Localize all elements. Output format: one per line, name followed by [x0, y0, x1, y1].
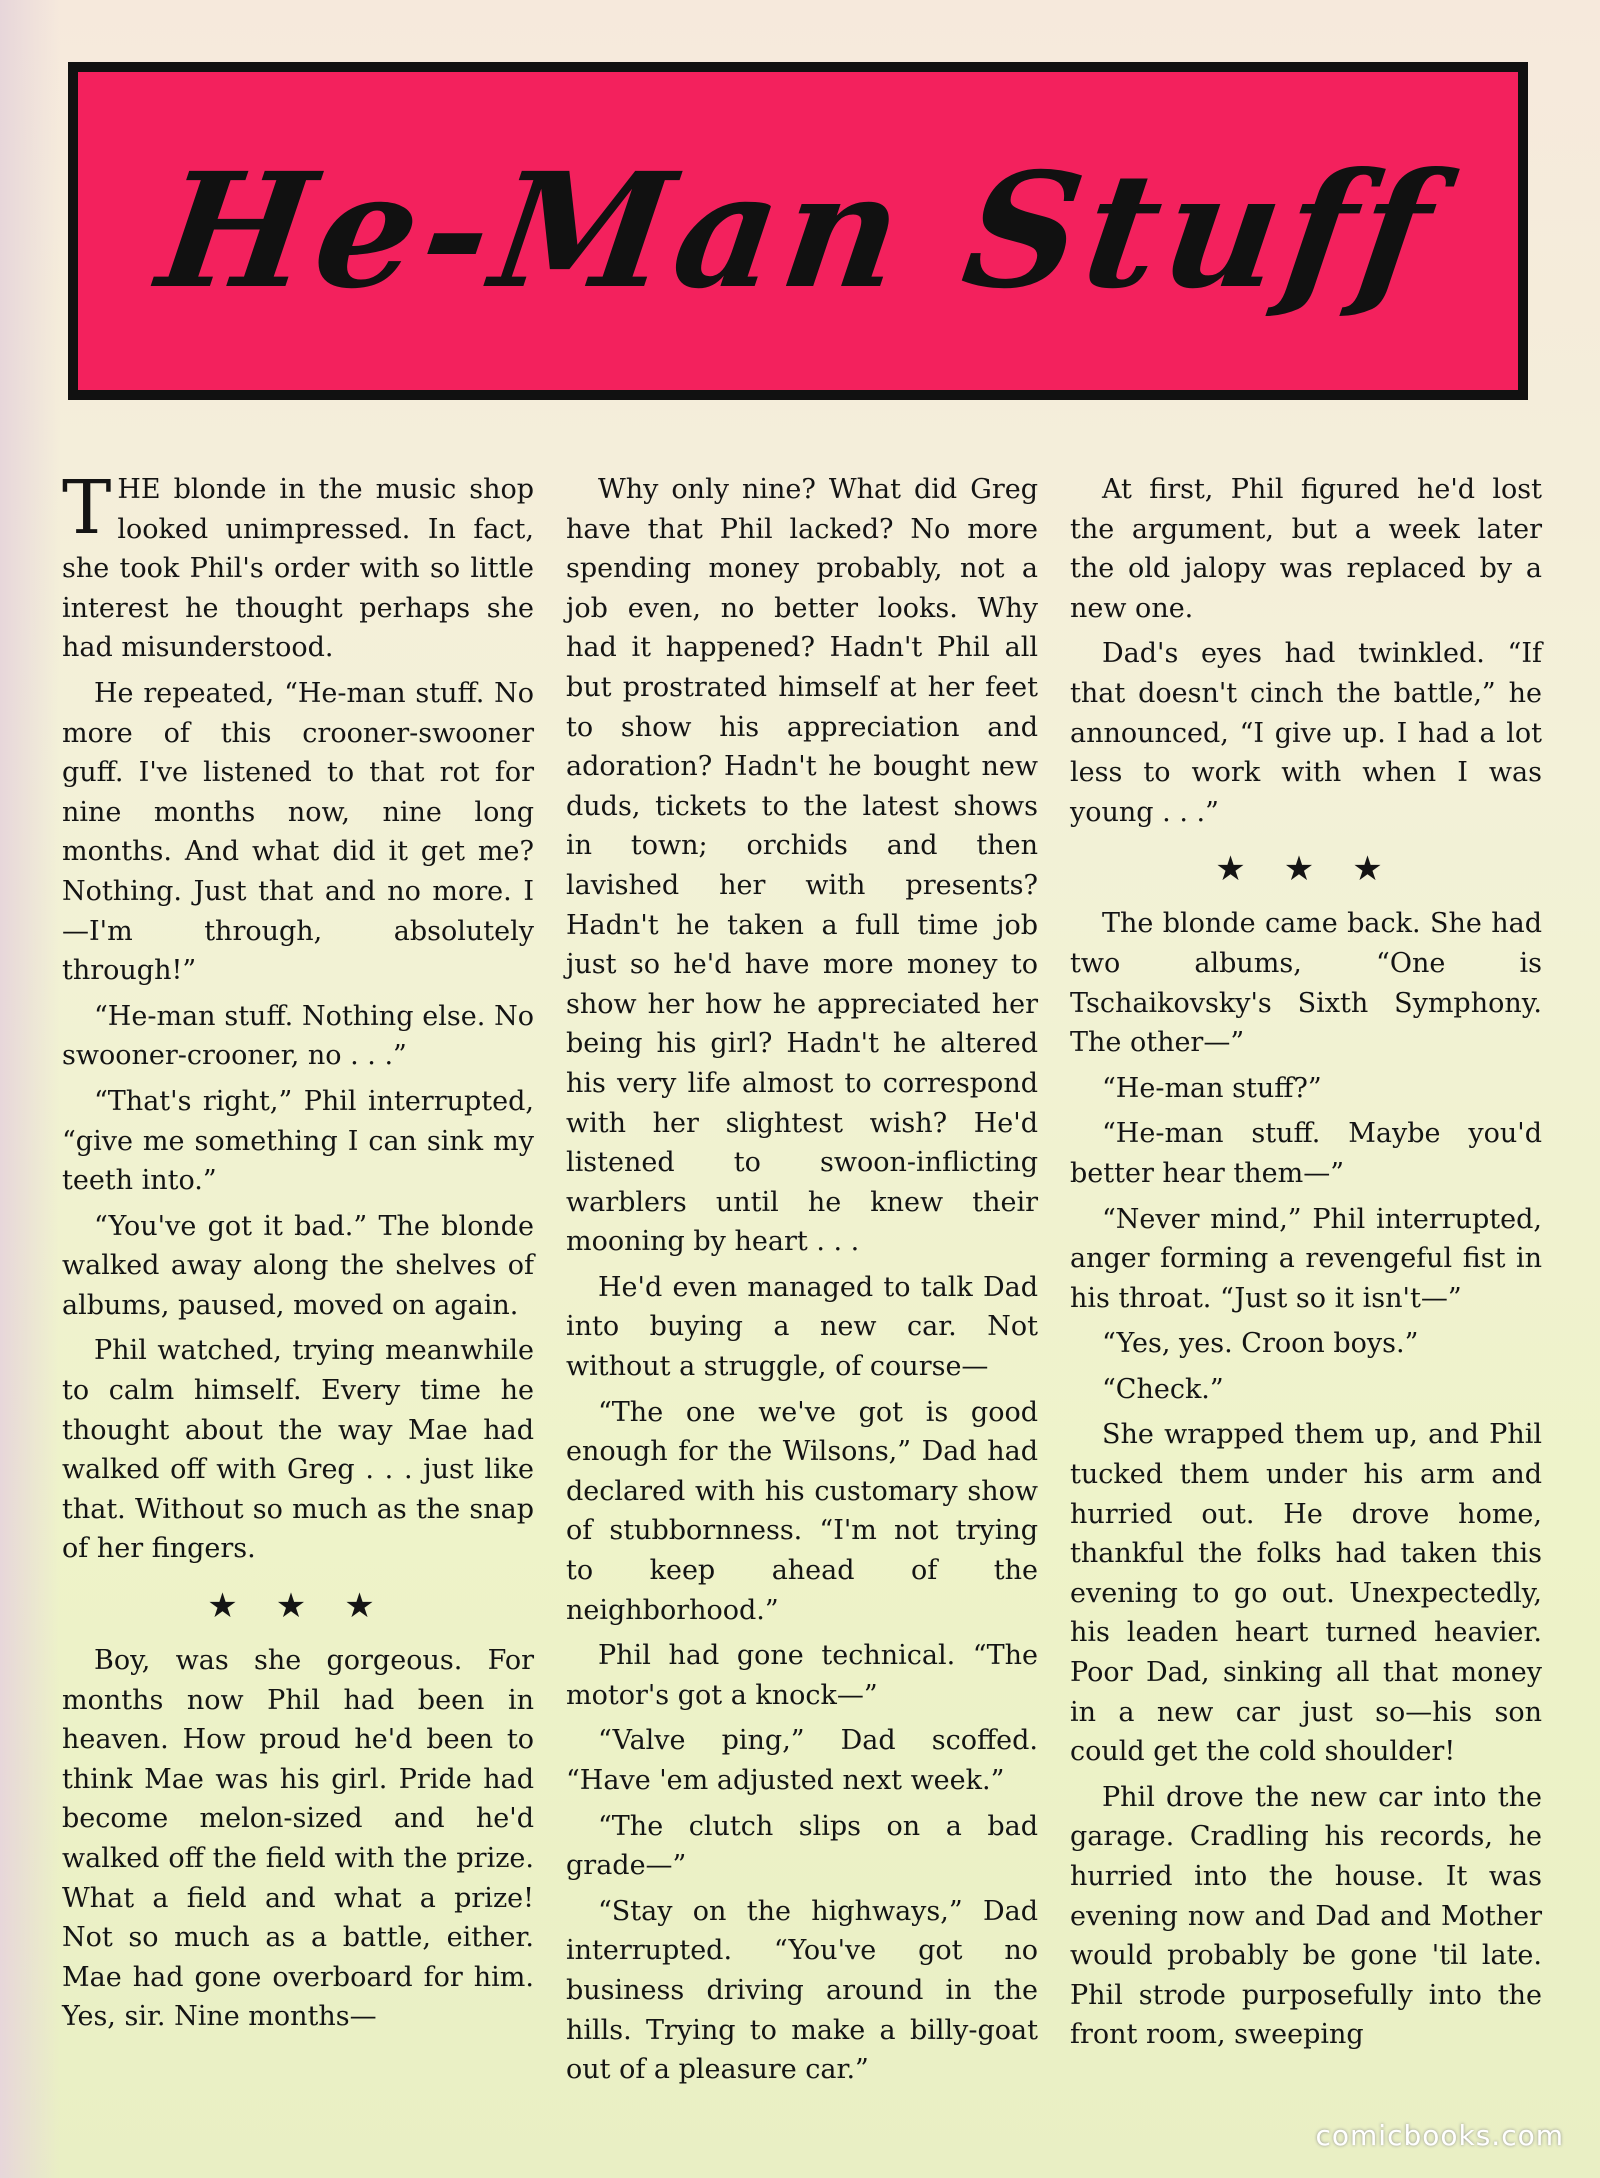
paragraph: Why only nine? What did Greg have that Phil lacked? No more spending money probably, not a job even, no better looks. Why had it happened? Hadn't Phil all but prostrated himself at her feet to show his appreciation and adoration? Hadn't he bought new duds, tickets to the latest shows in town; orchids and then lavished her with presents? Hadn't he taken a full time job just so he'd have more money to show her how he appreciated her being his girl? Hadn't he altered his very life almost to correspond with her slightest wish? He'd listened to swoon-inflicting warblers until he knew their mooning by heart . . . [566, 474, 1038, 1258]
paragraph: At first, Phil figured he'd lost the argument, but a week later the old jalopy was replaced by a new one. [1070, 474, 1542, 624]
title-banner [68, 62, 1528, 400]
story-columns [62, 465, 1542, 2086]
text-column-1 [62, 465, 534, 2060]
paragraph [62, 465, 534, 668]
text-column-3 [1070, 470, 1542, 2060]
paragraph: Dad's eyes had twinkled. “If that doesn't cinch the battle,” he announced, “I give up. I had a lot less to work with when I was young . . .” [1070, 638, 1542, 828]
section-break-stars: ★★★ [207, 1586, 413, 1627]
watermark: comicbooks.com [1315, 2119, 1564, 2152]
paragraph: “The one we've got is good enough for the Wilsons,” Dad had declared with his customary show of stubbornness. “I'm not trying to keep ahead of the neighborhood.” [566, 1396, 1038, 1626]
paragraph: Phil drove the new car into the garage. Cradling his records, he hurried into the house. It was evening now and Dad and Mother would probably be gone 'til late. Phil strode purposefully into the front room, sweeping [1070, 1781, 1542, 2051]
paragraph: “Never mind,” Phil interrupted, anger forming a revengeful fist in his throat. “Just so it isn't—” [1070, 1203, 1542, 1314]
paragraph: “Stay on the highways,” Dad interrupted. “You've got no business driving around in the hills. Trying to make a billy-goat out of a pleasure car.” [566, 1895, 1038, 2086]
paragraph: “He-man stuff. Nothing else. No swooner-crooner, no . . .” [62, 1000, 534, 1072]
paragraph: Phil watched, trying meanwhile to calm himself. Every time he thought about the way Mae had walked off with Greg . . . just like that. Without so much as the snap of her fingers. [62, 1335, 534, 1565]
paragraph: The blonde came back. She had two albums, “One is Tschaikovsky's Sixth Symphony. The other—” [1070, 908, 1542, 1059]
paragraph: “He-man stuff?” [1102, 1072, 1322, 1104]
paragraph: Boy, was she gorgeous. For months now Phil had been in heaven. How proud he'd been to think Mae was his girl. Pride had become melon-sized and he'd walked off the field with the prize. What a field and what a prize! Not so much as a battle, either. Mae had gone overboard for him. Yes, sir. Nine months— [62, 1645, 534, 2033]
paragraph: “Valve ping,” Dad scoffed. “Have 'em adjusted next week.” [566, 1725, 1038, 1796]
paragraph: He'd even managed to talk Dad into buying a new car. Not without a struggle, of course— [566, 1271, 1038, 1383]
text-column-2 [566, 470, 1038, 2086]
paragraph: “Yes, yes. Croon boys.” [1102, 1328, 1419, 1360]
drop-cap: T [62, 465, 112, 551]
paragraph: “That's right,” Phil interrupted, “give me something I can sink my teeth into.” [62, 1085, 534, 1197]
page-edge [0, 0, 60, 2178]
paragraph: She wrapped them up, and Phil tucked them under his arm and hurried out. He drove home, thankful the folks had taken this evening to go out. Unexpectedly, his leaden heart turned heavier. Poor Dad, sinking all that money in a new car just so—his son could get the cold shoulder! [1070, 1419, 1542, 1768]
story-title: He-Man Stuff [148, 138, 1448, 324]
paragraph-text: HE blonde in the music shop looked unimpressed. In fact, she took Phil's order with so little interest he thought perhaps she had misunderstood. [62, 474, 534, 664]
paragraph: “He-man stuff. Maybe you'd better hear them—” [1070, 1118, 1542, 1189]
paragraph: He repeated, “He-man stuff. No more of this crooner-swooner guff. I've listened to that rot for nine months now, nine long months. And what did it get me? Nothing. Just that and no more. I—I'm through, absolutely through!” [62, 677, 534, 987]
paragraph: “Check.” [1102, 1373, 1224, 1405]
paragraph: “You've got it bad.” The blonde walked away along the shelves of albums, paused, moved on again. [62, 1210, 534, 1321]
section-break-stars: ★★★ [1215, 849, 1421, 890]
paragraph: “The clutch slips on a bad grade—” [566, 1810, 1038, 1882]
paragraph: Phil had gone technical. “The motor's got a knock—” [566, 1640, 1038, 1711]
